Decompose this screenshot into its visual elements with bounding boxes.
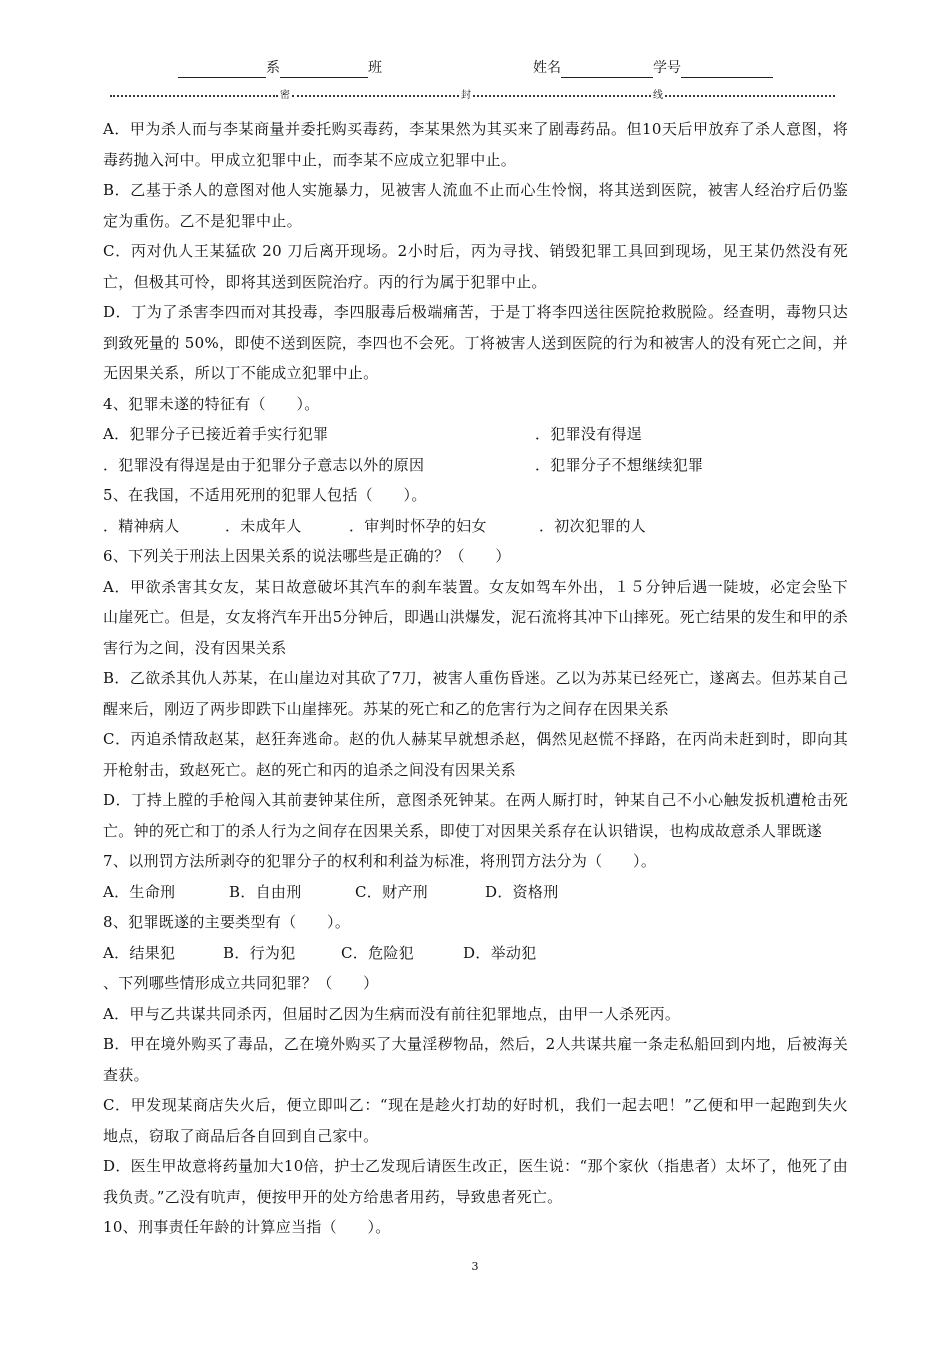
q4-stem: 4、犯罪未遂的特征有（ ）。 bbox=[103, 394, 320, 413]
seal-line bbox=[110, 88, 840, 104]
class-label: 班 bbox=[368, 60, 382, 76]
q7-option-c: C．财产刑 bbox=[355, 882, 428, 901]
q5-option-b: ．未成年人 bbox=[225, 516, 302, 535]
q8-option-c: C．危险犯 bbox=[341, 943, 414, 962]
q5-options bbox=[103, 511, 848, 542]
seal-dots bbox=[665, 95, 835, 97]
q5-option-d: ．初次犯罪的人 bbox=[539, 516, 647, 535]
q6-stem: 6、下列关于刑法上因果关系的说法哪些是正确的？（ ） bbox=[103, 547, 511, 565]
seal-dots bbox=[110, 95, 278, 97]
question-content bbox=[103, 114, 848, 1243]
page-number: 3 bbox=[471, 1260, 479, 1273]
student-info-header bbox=[0, 58, 950, 82]
q8-option-a: A．结果犯 bbox=[103, 943, 176, 962]
q5-stem: 5、在我国，不适用死刑的犯罪人包括（ ）。 bbox=[103, 486, 427, 504]
q4-option-d: ．犯罪分子不想继续犯罪 bbox=[535, 455, 704, 474]
q9-option-d: D．医生甲故意将药量加大10倍，护士乙发现后请医生改正，医生说：“那个家伙（指患者）太坏了，他死了由我负责。”乙没有吭声，便按甲开的处方给患者用药，导致患者死亡。 bbox=[103, 1157, 848, 1206]
q3-option-c: C．丙对仇人王某猛砍 20 刀后离开现场。2小时后，丙为寻找、销毁犯罪工具回到现场，见王某仍然没有死亡，但极其可怜，即将其送到医院治疗。丙的行为属于犯罪中止。 bbox=[103, 242, 848, 291]
student-no-label: 学号 bbox=[653, 60, 681, 76]
dept-blank[interactable] bbox=[178, 61, 266, 78]
q3-option-b: B．乙基于杀人的意图对他人实施暴力，见被害人流血不止而心生怜悯，将其送到医院，被害人经治疗后仍鉴定为重伤。乙不是犯罪中止。 bbox=[103, 181, 848, 230]
q7-options bbox=[103, 877, 848, 908]
q3-option-d: D．丁为了杀害李四而对其投毒，李四服毒后极端痛苦，于是丁将李四送往医院抢救脱险。经查明，毒物只达到致死量的 50%，即使不送到医院，李四也不会死。丁将被害人送到医院的行为和被害人的没有死亡之间，并无因果关系，所以丁不能成立犯罪中止。 bbox=[103, 303, 848, 382]
seal-word-feng: 封 bbox=[461, 90, 471, 101]
q7-option-a: A．生命刑 bbox=[103, 882, 176, 901]
name-label: 姓名 bbox=[533, 60, 561, 76]
q7-stem: 7、以刑罚方法所剥夺的犯罪分子的权利和利益为标准，将刑罚方法分为（ ）。 bbox=[103, 852, 657, 870]
q7-option-d: D．资格刑 bbox=[485, 882, 559, 901]
q3-option-a: A．甲为杀人而与李某商量并委托购买毒药，李某果然为其买来了剧毒药品。但10天后甲放弃了杀人意图，将毒药抛入河中。甲成立犯罪中止，而李某不应成立犯罪中止。 bbox=[103, 120, 848, 169]
q9-option-c: C．甲发现某商店失火后，便立即叫乙：“现在是趁火打劫的好时机，我们一起去吧！”乙便和甲一起跑到失火地点，窃取了商品后各自回到自己家中。 bbox=[103, 1096, 848, 1145]
q6-option-b: B．乙欲杀其仇人苏某，在山崖边对其砍了7刀，被害人重伤昏迷。乙以为苏某已经死亡，遂离去。但苏某自己醒来后，刚迈了两步即跌下山崖摔死。苏某的死亡和乙的危害行为之间存在因果关系 bbox=[103, 669, 848, 718]
seal-dots bbox=[473, 95, 651, 97]
q5-option-c: ．审判时怀孕的妇女 bbox=[349, 516, 487, 535]
q9-stem: 、下列哪些情形成立共同犯罪？（ ） bbox=[103, 974, 379, 992]
q4-options-row2 bbox=[103, 450, 848, 481]
q4-option-c: ．犯罪没有得逞是由于犯罪分子意志以外的原因 bbox=[103, 455, 425, 474]
dept-label: 系 bbox=[266, 60, 280, 76]
q6-option-a: A．甲欲杀害其女友，某日故意破坏其汽车的刹车装置。女友如驾车外出，１５分钟后遇一陡坡，必定会坠下山崖死亡。但是，女友将汽车开出5分钟后，即遇山洪爆发，泥石流将其冲下山摔死。死亡结果的发生和甲的杀害行为之间，没有因果关系 bbox=[103, 577, 848, 657]
q4-options-row1 bbox=[103, 419, 848, 450]
q9-option-a: A．甲与乙共谋共同杀丙，但届时乙因为生病而没有前往犯罪地点，由甲一人杀死丙。 bbox=[103, 1004, 681, 1023]
q9-option-b: B．甲在境外购买了毒品，乙在境外购买了大量淫秽物品，然后，2人共谋共雇一条走私船回到内地，后被海关查获。 bbox=[103, 1035, 848, 1084]
q8-options bbox=[103, 938, 848, 969]
student-no-blank[interactable] bbox=[681, 61, 773, 78]
q6-option-c: C．丙追杀情敌赵某，赵狂奔逃命。赵的仇人赫某早就想杀赵，偶然见赵慌不择路，在丙尚未赶到时，即向其开枪射击，致赵死亡。赵的死亡和丙的追杀之间没有因果关系 bbox=[103, 730, 848, 779]
q10-stem: 10、刑事责任年龄的计算应当指（ ）。 bbox=[103, 1218, 391, 1236]
q4-option-b: ．犯罪没有得逞 bbox=[535, 425, 643, 443]
q5-option-a: ．精神病人 bbox=[103, 516, 180, 535]
seal-word-mi: 密 bbox=[280, 90, 290, 101]
seal-dots bbox=[292, 95, 459, 97]
q7-option-b: B．自由刑 bbox=[229, 882, 302, 901]
class-info bbox=[178, 58, 382, 78]
q8-option-d: D．举动犯 bbox=[463, 943, 537, 962]
q8-stem: 8、犯罪既遂的主要类型有（ ）。 bbox=[103, 913, 351, 931]
q8-option-b: B．行为犯 bbox=[223, 943, 296, 962]
student-info bbox=[533, 58, 773, 78]
q4-option-a: A．犯罪分子已接近着手实行犯罪 bbox=[103, 425, 329, 443]
name-blank[interactable] bbox=[561, 61, 653, 78]
class-blank[interactable] bbox=[280, 61, 368, 78]
seal-word-xian: 线 bbox=[653, 90, 663, 101]
q6-option-d: D．丁持上膛的手枪闯入其前妻钟某住所，意图杀死钟某。在两人厮打时，钟某自己不小心触发扳机遭枪击死亡。钟的死亡和丁的杀人行为之间存在因果关系，即使丁对因果关系存在认识错误，也构成故意杀人罪既遂 bbox=[103, 791, 848, 840]
